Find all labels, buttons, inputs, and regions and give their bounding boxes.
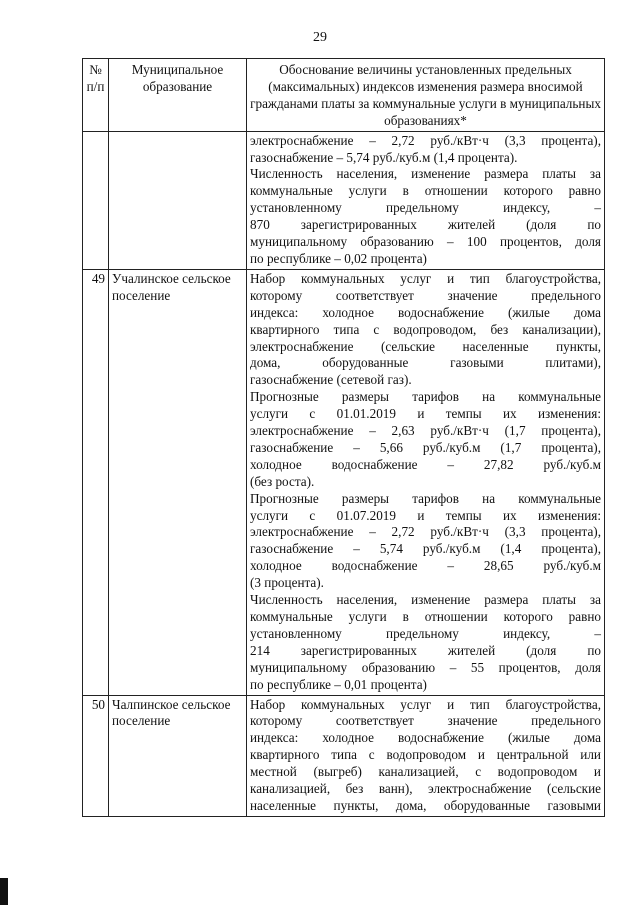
table-row (83, 269, 605, 695)
text-line: дома, оборудованные газовыми плитами), (250, 355, 601, 371)
text-line: местной (выгреб) канализацией, с водопроводом и (250, 764, 601, 780)
text-line: Набор коммунальных услуг и тип благоустройства, (250, 270, 601, 286)
text-line: коммунальные услуги в отношении которого равно (250, 183, 601, 199)
row-number: 49 (83, 269, 109, 695)
text-line: установленному предельному индексу, – (250, 200, 601, 216)
text-line: установленному предельному индексу, – (250, 625, 601, 641)
text-line: электроснабжение – 2,72 руб./кВт·ч (3,3 процента), (250, 524, 601, 540)
text-line: Численность населения, изменение размера платы за (250, 166, 601, 182)
text-line: Прогнозные размеры тарифов на коммунальные (250, 490, 601, 506)
municipality-name: Учалинское сельское поселение (109, 269, 247, 695)
header-justification (247, 59, 605, 132)
municipality-name: Чалпинское сельское поселение (109, 695, 247, 816)
justification-cell (247, 269, 605, 695)
text-line: электроснабжение – 2,72 руб./кВт·ч (3,3 процента), (250, 132, 601, 148)
table-row (83, 695, 605, 816)
text-line: газоснабжение – 5,66 руб./куб.м (1,7 процента), (250, 439, 601, 455)
text-line: холодное водоснабжение – 27,82 руб./куб.м (250, 456, 601, 472)
text-line: индекса: холодное водоснабжение (жилые дома (250, 304, 601, 320)
header-num-text: № п/п (86, 62, 105, 94)
text-line: Набор коммунальных услуг и тип благоустройства, (250, 696, 601, 712)
text-line: 870 зарегистрированных жителей (доля по (250, 217, 601, 233)
text-line: газоснабжение – 5,74 руб./куб.м (1,4 процента), (250, 541, 601, 557)
text-line: индекса: холодное водоснабжение (жилые дома (250, 730, 601, 746)
text-line: квартирного типа с водопроводом и центральной или (250, 747, 601, 763)
header-municipality (109, 59, 247, 132)
text-line: населенные пункты, дома, оборудованные газовыми (250, 797, 601, 813)
table-header-row (83, 59, 605, 132)
header-justification-text: Обоснование величины установленных предельных (максимальных) индексов изменения размера вносимой гражданами платы за коммунальные услуги в муниципальных образованиях* (250, 62, 601, 128)
header-municipality-text: Муниципальное образование (131, 62, 224, 94)
text-line: 214 зарегистрированных жителей (доля по (250, 642, 601, 658)
text-line: газоснабжение (сетевой газ). (250, 372, 412, 388)
text-line: по республике – 0,02 процента) (250, 250, 427, 266)
text-line: газоснабжение – 5,74 руб./куб.м (1,4 процента). (250, 149, 518, 165)
text-line: электроснабжение (сельские населенные пункты, (250, 338, 601, 354)
justification-cell (247, 131, 605, 269)
text-line: услуги с 01.07.2019 и темпы их изменения: (250, 507, 601, 523)
text-line: муниципальному образованию – 100 процентов, доля (250, 234, 601, 250)
text-line: по республике – 0,01 процента) (250, 676, 427, 692)
text-line: которому соответствует значение предельного (250, 287, 601, 303)
text-line: Прогнозные размеры тарифов на коммунальные (250, 389, 601, 405)
text-line: канализацией, без ванн), электроснабжение (сельские (250, 781, 601, 797)
row-number: 50 (83, 695, 109, 816)
table-row (83, 131, 605, 269)
scan-edge-mark (0, 878, 8, 905)
text-line: услуги с 01.01.2019 и темпы их изменения: (250, 406, 601, 422)
text-line: (3 процента). (250, 575, 324, 591)
text-line: муниципальному образованию – 55 процентов, доля (250, 659, 601, 675)
row-number (83, 131, 109, 269)
text-line: Численность населения, изменение размера платы за (250, 592, 601, 608)
tariff-table (82, 58, 605, 817)
text-line: коммунальные услуги в отношении которого равно (250, 609, 601, 624)
text-line: холодное водоснабжение – 28,65 руб./куб.м (250, 558, 601, 574)
municipality-name (109, 131, 247, 269)
header-num (83, 59, 109, 132)
text-line: (без роста). (250, 473, 315, 489)
text-line: квартирного типа с водопроводом, без канализации), (250, 321, 601, 337)
table-body (83, 131, 605, 816)
page-number: 29 (313, 30, 327, 45)
text-line: электроснабжение – 2,63 руб./кВт·ч (1,7 процента), (250, 423, 601, 439)
justification-cell (247, 695, 605, 816)
text-line: которому соответствует значение предельного (250, 713, 601, 729)
